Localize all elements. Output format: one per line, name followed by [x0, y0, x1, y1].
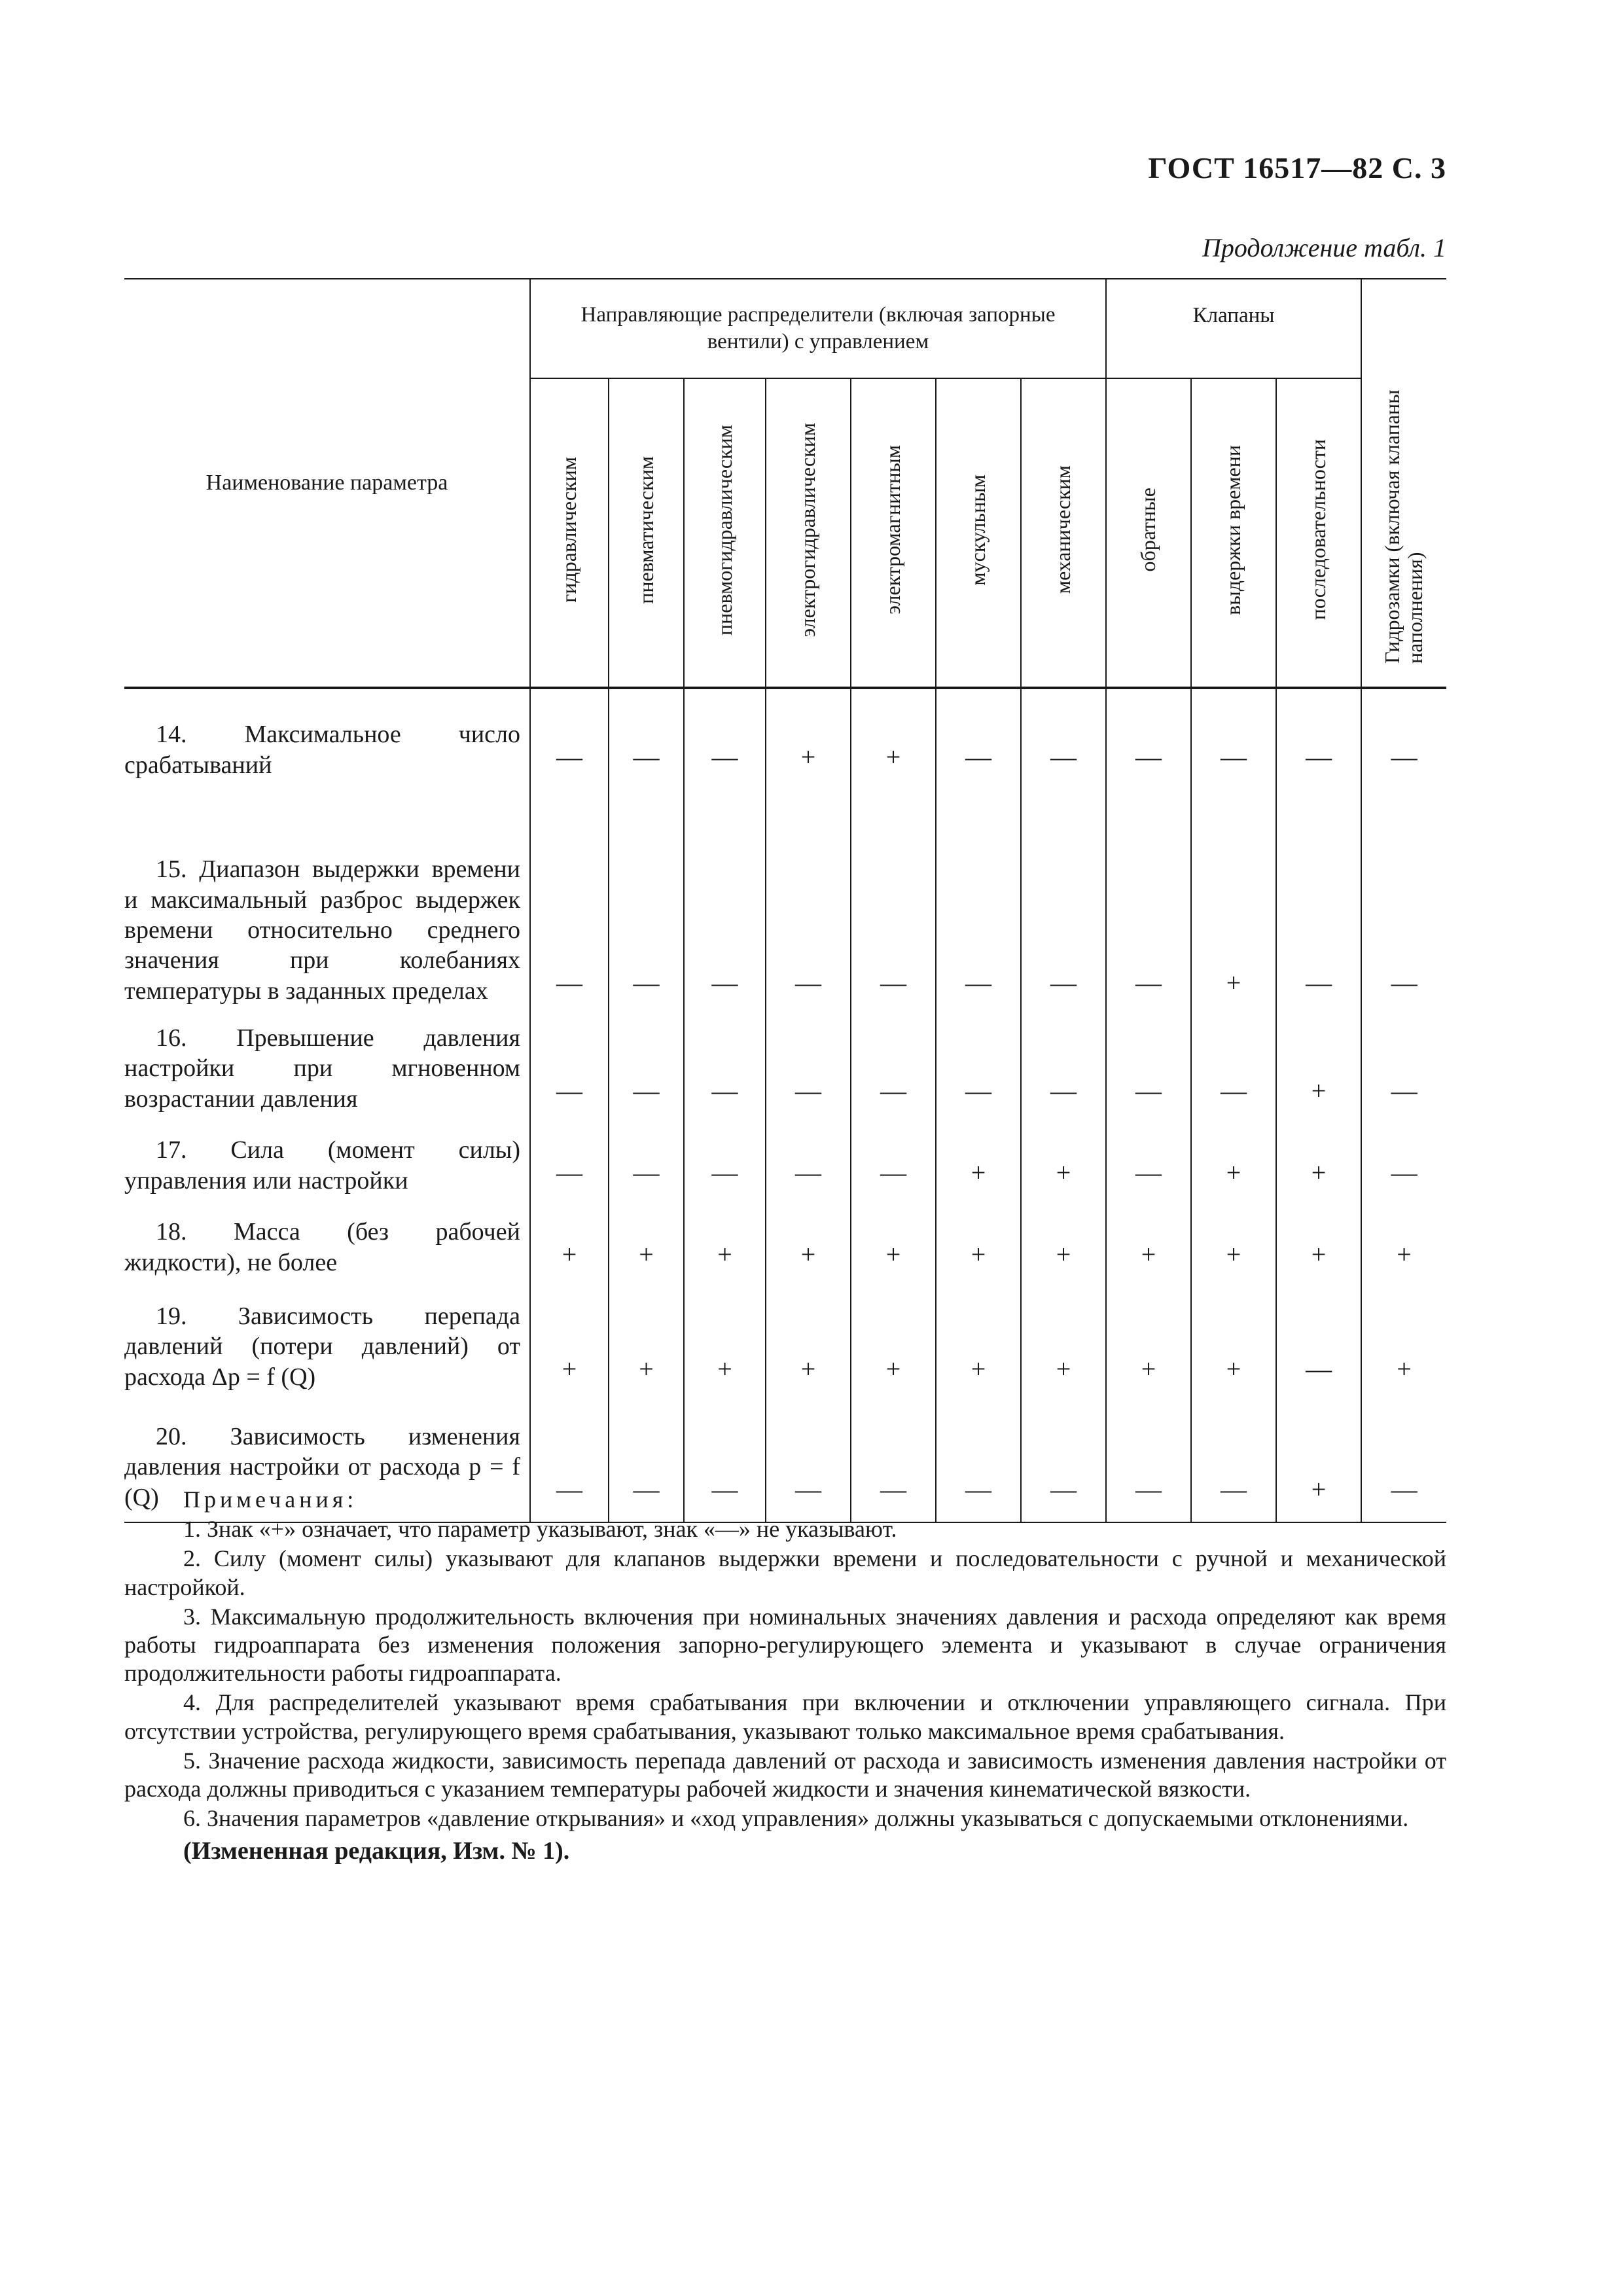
column-header-distributor-3: [766, 378, 851, 688]
mark-cell: —: [609, 1401, 684, 1522]
mark-cell: —: [851, 1123, 936, 1205]
mark-cell: —: [766, 1123, 851, 1205]
parameter-name-text: 20. Зависимость изменения давления настройки от расхода p = f (Q): [124, 1423, 520, 1511]
mark-cell: +: [936, 1205, 1021, 1287]
parameter-name: [124, 789, 530, 1015]
mark-cell: —: [1106, 789, 1191, 1015]
mark-cell: +: [1021, 1287, 1106, 1401]
mark-cell: —: [530, 1123, 609, 1205]
column-header-distributor-5-label: мускульным: [966, 474, 990, 586]
mark-cell: +: [1276, 1205, 1361, 1287]
mark-cell: —: [1391, 968, 1418, 997]
note-item: 5. Значение расхода жидкости, зависимость перепада давлений от расхода и зависимость изменения давления настройки от расхода должны приводиться с указанием температуры рабочей жидкости и значения кинематической вязкости.: [124, 1747, 1446, 1802]
table-row: [124, 1123, 1446, 1205]
parameter-name-text: 14. Максимальное число срабатываний: [124, 721, 520, 779]
mark-cell: +: [1021, 1205, 1106, 1287]
mark-cell: —: [1276, 688, 1361, 789]
parameters-table: [124, 278, 1446, 1523]
notes-title: Примечания:: [183, 1486, 358, 1513]
note-item: 1. Знак «+» означает, что параметр указывают, знак «—» не указывают.: [183, 1516, 897, 1543]
mark-cell: —: [766, 1401, 851, 1522]
parameter-name-text: 17. Сила (момент силы) управления или настройки: [124, 1136, 520, 1194]
mark-cell: +: [1397, 1354, 1412, 1384]
parameter-name: [124, 1123, 530, 1205]
column-header-distributor-1-label: пневматическим: [633, 456, 658, 604]
column-header-distributor-2-label: пневмогидравлическим: [712, 424, 736, 636]
table-row: [124, 688, 1446, 789]
mark-cell: —: [684, 1015, 766, 1123]
mark-cell: —: [936, 789, 1021, 1015]
mark-cell: —: [1021, 789, 1106, 1015]
mark-cell: —: [936, 1015, 1021, 1123]
mark-cell: —: [1191, 688, 1276, 789]
mark-cell: —: [766, 789, 851, 1015]
mark-cell: —: [1106, 688, 1191, 789]
mark-cell: +: [1191, 1205, 1276, 1287]
mark-cell: +: [530, 1205, 609, 1287]
mark-cell: —: [851, 789, 936, 1015]
column-header-distributor-6: [1021, 378, 1106, 688]
column-header-distributor-0-label: гидравлическим: [557, 457, 581, 603]
mark-cell: —: [684, 688, 766, 789]
mark-cell: —: [1276, 789, 1361, 1015]
column-header-distributor-2: [684, 378, 766, 688]
mark-cell: +: [766, 688, 851, 789]
mark-cell: +: [1397, 1240, 1412, 1270]
mark-cell: +: [936, 1287, 1021, 1401]
mark-cell: —: [530, 1015, 609, 1123]
mark-cell: +: [1276, 1123, 1361, 1205]
mark-cell: —: [1021, 1401, 1106, 1522]
table-row: [124, 789, 1446, 1015]
mark-cell: —: [1191, 1015, 1276, 1123]
mark-cell: +: [684, 1287, 766, 1401]
mark-cell: —: [936, 1401, 1021, 1522]
note-item: 3. Максимальную продолжительность включения при номинальных значениях давления и расхода определяют как время работы гидроаппарата без изменения положения запорно-регулирующего элемента и указывают в случае ограничения продолжительности работы гидроаппарата.: [124, 1603, 1446, 1687]
mark-cell: —: [609, 789, 684, 1015]
column-header-distributor-6-label: механическим: [1051, 465, 1075, 594]
column-header-hydrolocks-label: Гидрозамки (включая клапаны наполнения): [1380, 389, 1427, 664]
mark-cell: +: [851, 1205, 936, 1287]
mark-cell: —: [1106, 1401, 1191, 1522]
mark-cell: +: [1191, 789, 1276, 1015]
column-header-valve-1-label: выдержки времени: [1221, 444, 1245, 615]
note-item: 6. Значения параметров «давление открывания» и «ход управления» должны указываться с допускаемыми отклонениями.: [183, 1805, 1409, 1832]
mark-cell: —: [1021, 688, 1106, 789]
mark-cell: —: [1361, 1401, 1446, 1522]
mark-cell: +: [851, 688, 936, 789]
mark-cell: +: [530, 1287, 609, 1401]
mark-cell: +: [766, 1287, 851, 1401]
table-row: [124, 1287, 1446, 1401]
mark-cell: —: [684, 789, 766, 1015]
mark-cell: —: [1106, 1015, 1191, 1123]
parameter-name-text: 18. Масса (без рабочей жидкости), не более: [124, 1218, 520, 1276]
mark-cell: +: [609, 1205, 684, 1287]
mark-cell: —: [684, 1401, 766, 1522]
column-header-valve-0: [1106, 378, 1191, 688]
table-row: [124, 1015, 1446, 1123]
mark-cell: +: [936, 1123, 1021, 1205]
column-header-hydrolocks: [1361, 279, 1446, 688]
column-header-valve-2: [1276, 378, 1361, 688]
mark-cell: —: [530, 1401, 609, 1522]
notes-section: [124, 1486, 1446, 1867]
mark-cell: —: [530, 789, 609, 1015]
mark-cell: —: [609, 1015, 684, 1123]
mark-cell: +: [1191, 1123, 1276, 1205]
mark-cell: +: [1106, 1205, 1191, 1287]
mark-cell: —: [851, 1015, 936, 1123]
mark-cell: +: [1276, 1015, 1361, 1123]
mark-cell: —: [1391, 1158, 1418, 1188]
mark-cell: +: [1106, 1287, 1191, 1401]
column-header-valve-0-label: обратные: [1136, 488, 1160, 572]
notes-list: [124, 1515, 1446, 1833]
mark-cell: +: [1191, 1287, 1276, 1401]
column-header-distributor-4-label: электромагнитным: [881, 445, 905, 615]
mark-cell: —: [530, 688, 609, 789]
parameter-name: [124, 1287, 530, 1401]
mark-cell: +: [1276, 1401, 1361, 1522]
mark-cell: +: [684, 1205, 766, 1287]
mark-cell: +: [851, 1287, 936, 1401]
mark-cell: —: [609, 688, 684, 789]
mark-cell: —: [766, 1015, 851, 1123]
mark-cell: —: [1021, 1015, 1106, 1123]
mark-cell: —: [1276, 1287, 1361, 1401]
mark-cell: —: [851, 1401, 936, 1522]
column-header-distributor-4: [851, 378, 936, 688]
mark-cell: —: [1106, 1123, 1191, 1205]
column-header-parameter: Наименование параметра: [124, 279, 530, 688]
parameter-name-text: 16. Превышение давления настройки при мгновенном возрастании давления: [124, 1024, 520, 1113]
mark-cell: —: [1391, 742, 1418, 772]
column-header-valve-1: [1191, 378, 1276, 688]
parameter-name-text: 19. Зависимость перепада давлений (потери давлений) от расхода Δp = f (Q): [124, 1302, 520, 1391]
column-header-distributor-5: [936, 378, 1021, 688]
column-header-valve-2-label: последовательности: [1306, 439, 1330, 620]
mark-cell: —: [684, 1123, 766, 1205]
mark-cell: —: [1391, 1076, 1418, 1106]
note-item: 2. Силу (момент силы) указывают для клапанов выдержки времени и последовательности с ручной и механической настройкой.: [124, 1545, 1446, 1600]
column-header-distributor-0: [530, 378, 609, 688]
column-group-distributors: Направляющие распределители (включая запорные вентили) с управлением: [530, 279, 1106, 378]
note-item: 4. Для распределителей указывают время срабатывания при включении и отключении управляющего сигнала. При отсутствии устройства, регулирующего время срабатывания, указывают только максимальное время срабатывания.: [124, 1689, 1446, 1744]
mark-cell: —: [936, 688, 1021, 789]
table-body: [124, 688, 1446, 1522]
parameter-name-text: 15. Диапазон выдержки времени и максимальный разброс выдержек времени относительно среднего значения при колебаниях температуры в заданных пределах: [124, 855, 520, 1005]
column-group-valves: Клапаны: [1106, 279, 1361, 378]
column-header-distributor-1: [609, 378, 684, 688]
parameter-name: [124, 1205, 530, 1287]
page-header: ГОСТ 16517—82 С. 3: [1148, 151, 1446, 185]
parameter-name: [124, 688, 530, 789]
mark-cell: +: [1021, 1123, 1106, 1205]
mark-cell: —: [609, 1123, 684, 1205]
mark-cell: —: [1191, 1401, 1276, 1522]
mark-cell: +: [609, 1287, 684, 1401]
column-header-distributor-3-label: электрогидравлическим: [796, 422, 820, 637]
amendment-note: (Измененная редакция, Изм. № 1).: [183, 1837, 570, 1865]
parameter-name: [124, 1015, 530, 1123]
table-row: [124, 1205, 1446, 1287]
mark-cell: +: [766, 1205, 851, 1287]
table-caption: Продолжение табл. 1: [1202, 233, 1446, 262]
